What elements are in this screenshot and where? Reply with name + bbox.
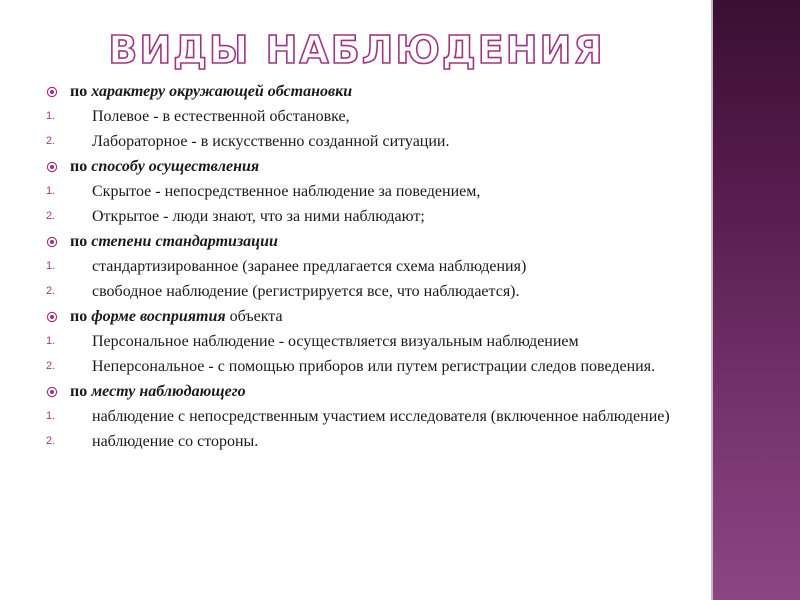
list-item	[46, 433, 676, 450]
item-text: Лабораторное - в искусственно созданной ситуации.	[92, 133, 450, 150]
item-text: Полевое - в естественной обстановке,	[92, 108, 350, 125]
item-number: 1.	[46, 410, 56, 422]
item-number: 2.	[46, 135, 56, 147]
item-text: Неперсональное - с помощью приборов или путем регистрации следов поведения.	[92, 358, 656, 375]
group-heading	[46, 83, 676, 100]
heading-emphasis: месту наблюдающего	[91, 383, 246, 400]
item-text: Скрытое - непосредственное наблюдение за поведением,	[92, 183, 481, 200]
item-number: 1.	[46, 335, 56, 347]
heading-prefix: по	[70, 308, 88, 325]
item-number: 2.	[46, 360, 56, 372]
item-text: Открытое - люди знают, что за ними наблюдают;	[92, 208, 425, 225]
list-item	[46, 283, 676, 300]
circle-bullet-icon	[46, 158, 70, 175]
heading-prefix: по	[70, 383, 88, 400]
item-number: 1.	[46, 185, 56, 197]
item-number: 2.	[46, 210, 56, 222]
heading-emphasis: характеру окружающей обстановки	[91, 83, 353, 100]
item-number: 2.	[46, 285, 56, 297]
circle-bullet-icon	[46, 233, 70, 250]
group-heading	[46, 383, 676, 400]
content-list	[46, 83, 676, 458]
group-heading	[46, 308, 676, 325]
circle-bullet-icon	[46, 308, 70, 325]
list-item	[46, 408, 676, 425]
circle-bullet-icon	[46, 383, 70, 400]
group-heading	[46, 233, 676, 250]
heading-emphasis: способу осуществления	[91, 158, 260, 175]
item-text: наблюдение со стороны.	[92, 433, 259, 450]
item-number: 1.	[46, 110, 56, 122]
heading-prefix: по	[70, 83, 88, 100]
heading-prefix: по	[70, 233, 88, 250]
list-item	[46, 333, 676, 350]
item-text: Персональное наблюдение - осуществляется визуальным наблюдением	[92, 333, 579, 350]
item-text: наблюдение с непосредственным участием исследователя (включенное наблюдение)	[92, 408, 670, 425]
heading-suffix: объекта	[229, 308, 283, 325]
slide-title: ВИДЫ НАБЛЮДЕНИЯ	[108, 28, 605, 72]
list-item	[46, 108, 676, 125]
item-number: 2.	[46, 435, 56, 447]
item-text: стандартизированное (заранее предлагается схема наблюдения)	[92, 258, 527, 275]
list-item	[46, 183, 676, 200]
group-heading	[46, 158, 676, 175]
heading-prefix: по	[70, 158, 88, 175]
item-number: 1.	[46, 260, 56, 272]
circle-bullet-icon	[46, 83, 70, 100]
item-text: свободное наблюдение (регистрируется все, что наблюдается).	[92, 283, 520, 300]
list-item	[46, 358, 676, 375]
heading-emphasis: форме восприятия	[91, 308, 226, 325]
list-item	[46, 208, 676, 225]
decorative-side-band	[713, 0, 800, 600]
list-item	[46, 133, 676, 150]
list-item	[46, 258, 676, 275]
heading-emphasis: степени стандартизации	[91, 233, 278, 250]
